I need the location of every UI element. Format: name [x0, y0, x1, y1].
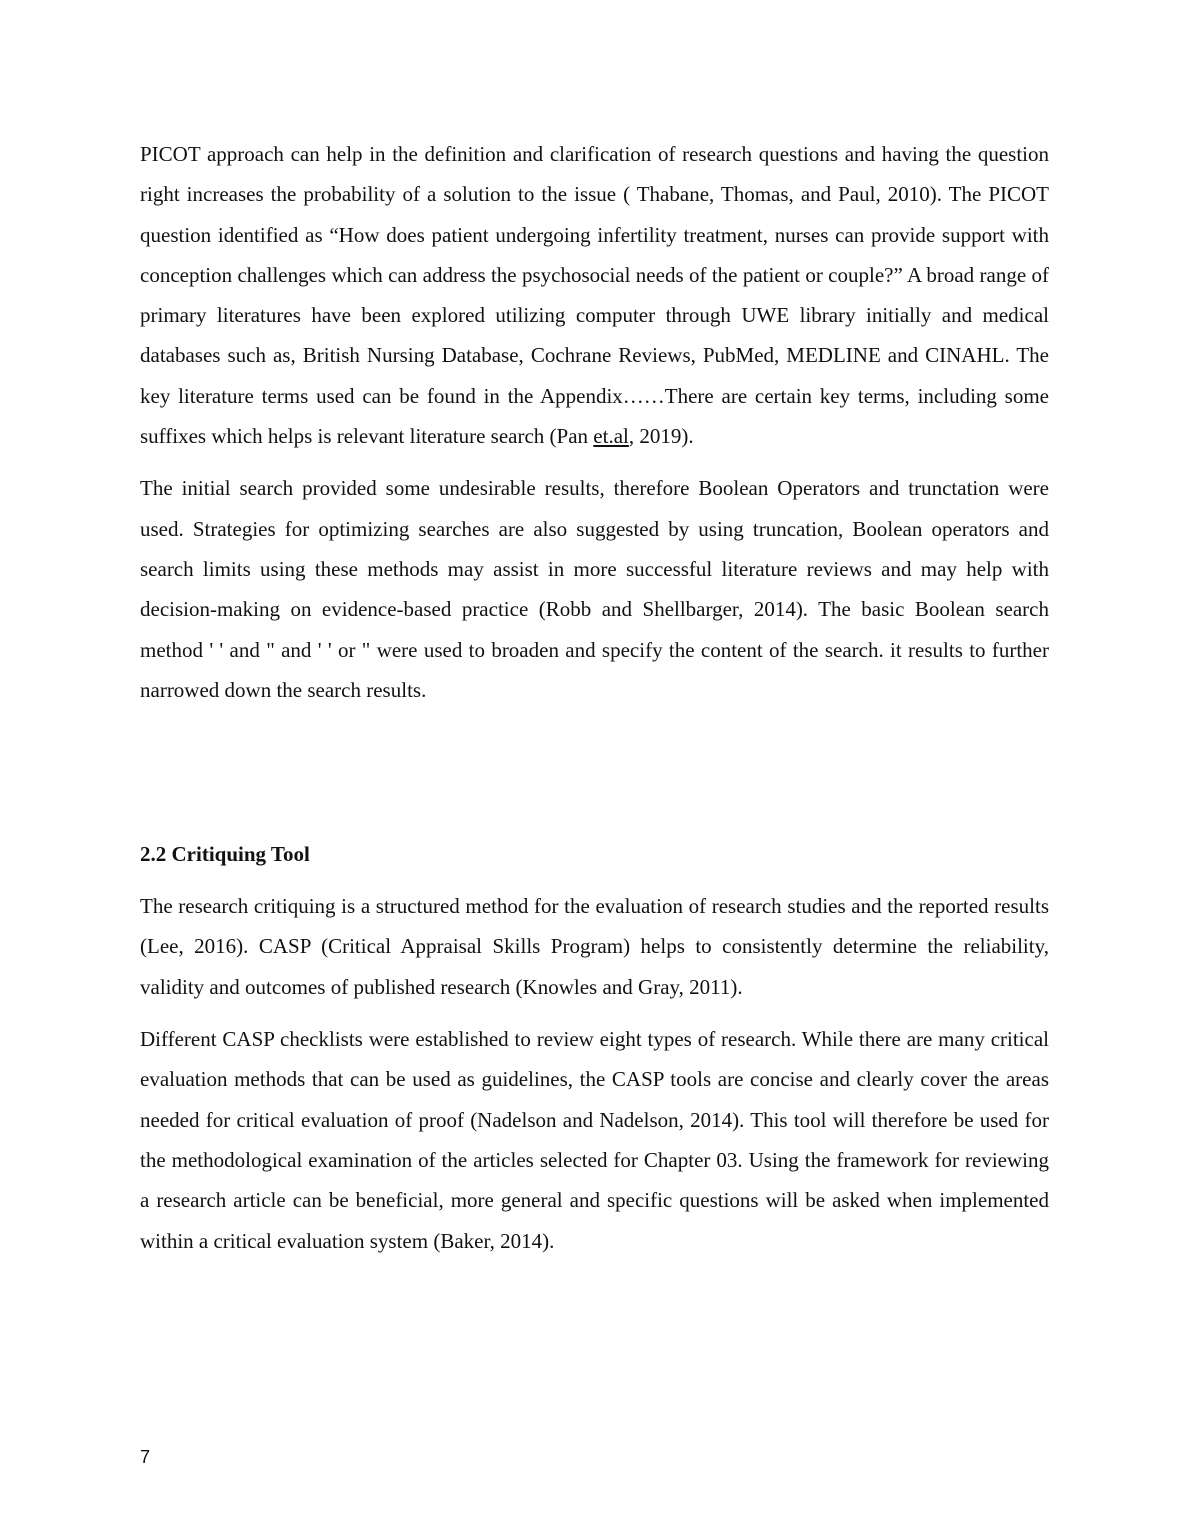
- paragraph-1-citation-end: , 2019).: [628, 424, 694, 449]
- paragraph-spacer: [140, 456, 1049, 468]
- page-number: 7: [140, 1447, 151, 1467]
- section-spacer: [140, 710, 1049, 834]
- paragraph-spacer: [140, 1007, 1049, 1019]
- section-heading-critiquing-tool: 2.2 Critiquing Tool: [140, 842, 310, 867]
- paragraph-boolean-search: The initial search provided some undesirable results, therefore Boolean Operators and trunctation were used. Strategies for optimizing searches are also suggested by using truncation, Boolean operators and search limits using these methods may assist in more successful literature reviews and may help with decision-making on evidence-based practice (Robb and Shellbarger, 2014). The basic Boolean search method ' ' and " and ' ' or " were used to broaden and specify the content of the search. it results to further narrowed down the search results.: [140, 476, 1049, 702]
- heading-spacer: [140, 874, 1049, 886]
- paragraph-research-critiquing: The research critiquing is a structured method for the evaluation of research studies and the reported results (Lee, 2016). CASP (Critical Appraisal Skills Program) helps to consistently determine the reliability, validity and outcomes of published research (Knowles and Gray, 2011).: [140, 894, 1049, 999]
- paragraph-1-text: PICOT approach can help in the definition and clarification of research questions and having the question right increases the probability of a solution to the issue ( Thabane, Thomas, and Paul, 2010). The PICOT question identified as “How does patient undergoing infertility treatment, nurses can provide support with conception challenges which can address the psychosocial needs of the patient or couple?” A broad range of primary literatures have been explored utilizing computer through UWE library initially and medical databases such as, British Nursing Database, Cochrane Reviews, PubMed, MEDLINE and CINAHL. The key literature terms used can be found in the Appendix……There are certain key terms, including some suffixes which helps is relevant literature search (Pan: [140, 142, 1049, 449]
- citation-et-al: et.al: [593, 424, 629, 449]
- paragraph-picot-approach: [140, 134, 1049, 456]
- paragraph-casp-checklists: Different CASP checklists were established to review eight types of research. While there are many critical evaluation methods that can be used as guidelines, the CASP tools are concise and clearly cover the areas needed for critical evaluation of proof (Nadelson and Nadelson, 2014). This tool will therefore be used for the methodological examination of the articles selected for Chapter 03. Using the framework for reviewing a research article can be beneficial, more general and specific questions will be asked when implemented within a critical evaluation system (Baker, 2014).: [140, 1027, 1049, 1253]
- document-body: [140, 134, 1049, 1261]
